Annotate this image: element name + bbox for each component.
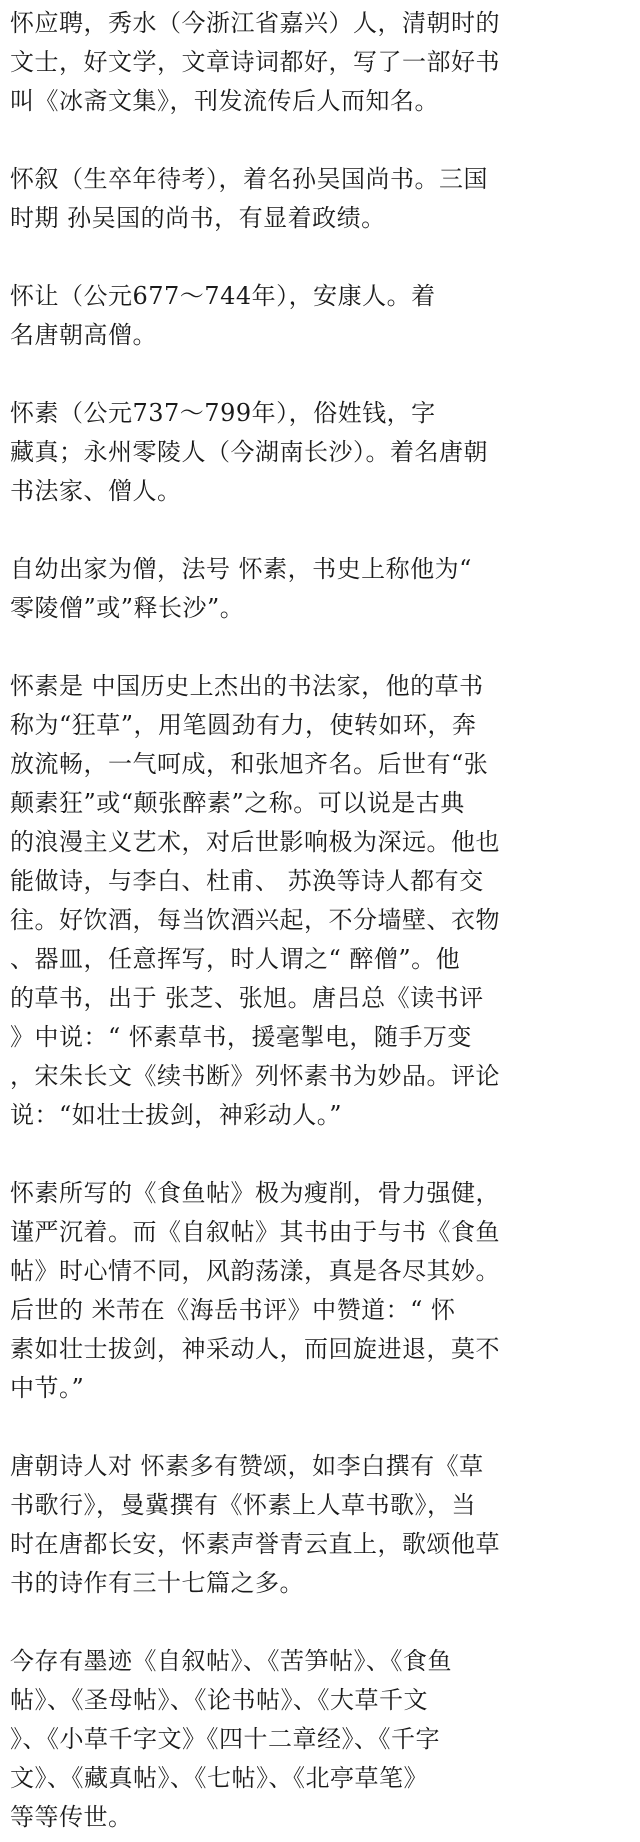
text-line: 能做诗，与李白、杜甫、 苏涣等诗人都有交 xyxy=(10,867,484,895)
text-line: 叫《冰斋文集》，刊发流传后人而知名。 xyxy=(10,87,439,115)
text-line: ，宋朱长文《续书断》列怀素书为妙品。评论 xyxy=(10,1062,500,1090)
text-line: 自幼出家为僧，法号 怀素，书史上称他为“ xyxy=(10,555,472,583)
text-line: 素如壮士拔剑，神采动人，而回旋进退，莫不 xyxy=(10,1335,500,1363)
paragraph-shiyu-tie xyxy=(10,1174,630,1408)
paragraph-huai-su-calligraphy xyxy=(10,667,630,1135)
text-line: 等等传世。 xyxy=(10,1803,133,1831)
paragraph-huai-su-intro xyxy=(10,394,630,511)
text-line: 怀叙（生卒年待考），着名孙吴国尚书。三国 xyxy=(10,165,488,193)
text-line: 藏真；永州零陵人（今湖南长沙）。着名唐朝 xyxy=(10,438,488,466)
paragraph-gap xyxy=(10,511,630,550)
paragraph-gap xyxy=(10,355,630,394)
text-line: 书歌行》，曼冀撰有《怀素上人草书歌》，当 xyxy=(10,1491,476,1519)
text-line: 文》、《藏真帖》、《七帖》、《北亭草笔》 xyxy=(10,1764,428,1792)
paragraph-surviving-works xyxy=(10,1642,630,1837)
text-line: 帖》时心情不同，风韵荡漾，真是各尽其妙。 xyxy=(10,1257,500,1285)
text-line: 时在唐都长安，怀素声誉青云直上，歌颂他草 xyxy=(10,1530,500,1558)
paragraph-gap xyxy=(10,121,630,160)
text-line: 、器皿，任意挥写，时人谓之“ 醉僧”。他 xyxy=(10,945,461,973)
text-line: 称为“狂草”，用笔圆劲有力，使转如环，奔 xyxy=(10,711,477,739)
paragraph-gap xyxy=(10,628,630,667)
text-line: 书的诗作有三十七篇之多。 xyxy=(10,1569,304,1597)
text-line: 的草书，出于 张芝、张旭。唐吕总《读书评 xyxy=(10,984,484,1012)
text-line: 的浪漫主义艺术，对后世影响极为深远。他也 xyxy=(10,828,500,856)
text-line: 零陵僧”或”释长沙”。 xyxy=(10,594,245,622)
text-line: 》中说：“ 怀素草书，援毫掣电，随手万变 xyxy=(10,1023,472,1051)
text-line: 放流畅，一气呵成，和张旭齐名。后世有“张 xyxy=(10,750,489,778)
text-line: 名唐朝高僧。 xyxy=(10,321,157,349)
paragraph-huai-rang xyxy=(10,277,630,355)
text-line: 怀应聘，秀水（今浙江省嘉兴）人，清朝时的 xyxy=(10,9,500,37)
text-line: 今存有墨迹《自叙帖》、《苦笋帖》、《食鱼 xyxy=(10,1647,452,1675)
paragraph-gap xyxy=(10,1603,630,1642)
paragraph-huai-xu xyxy=(10,160,630,238)
text-line: 书法家、僧人。 xyxy=(10,477,182,505)
paragraph-gap xyxy=(10,1408,630,1447)
text-line: 往。好饮酒，每当饮酒兴起，不分墙壁、衣物 xyxy=(10,906,500,934)
paragraph-tang-poets xyxy=(10,1447,630,1603)
paragraph-gap xyxy=(10,1135,630,1174)
text-line: 谨严沉着。而《自叙帖》其书由于与书《食鱼 xyxy=(10,1218,500,1246)
text-line: 说：“如壮士拔剑，神彩动人。” xyxy=(10,1101,343,1129)
text-line: 帖》、《圣母帖》、《论书帖》、《大草千文 xyxy=(10,1686,428,1714)
text-line: 文士，好文学，文章诗词都好，写了一部好书 xyxy=(10,48,500,76)
paragraph-huai-su-monk xyxy=(10,550,630,628)
text-line: 怀让（公元677～744年），安康人。着 xyxy=(10,282,436,310)
text-line: 》、《小草千字文》《四十二章经》、《千字 xyxy=(10,1725,440,1753)
text-line: 时期 孙吴国的尚书，有显着政绩。 xyxy=(10,204,386,232)
paragraph-huai-yingpin xyxy=(10,4,630,121)
text-line: 后世的 米芾在《海岳书评》中赞道：“ 怀 xyxy=(10,1296,456,1324)
paragraph-gap xyxy=(10,238,630,277)
text-line: 怀素是 中国历史上杰出的书法家，他的草书 xyxy=(10,672,484,700)
text-line: 怀素所写的《食鱼帖》极为瘦削，骨力强健， xyxy=(10,1179,500,1207)
text-line: 中节。” xyxy=(10,1374,85,1402)
text-line: 唐朝诗人对 怀素多有赞颂，如李白撰有《草 xyxy=(10,1452,484,1480)
text-line: 颠素狂”或“颠张醉素”之称。可以说是古典 xyxy=(10,789,465,817)
text-line: 怀素（公元737～799年），俗姓钱，字 xyxy=(10,399,436,427)
